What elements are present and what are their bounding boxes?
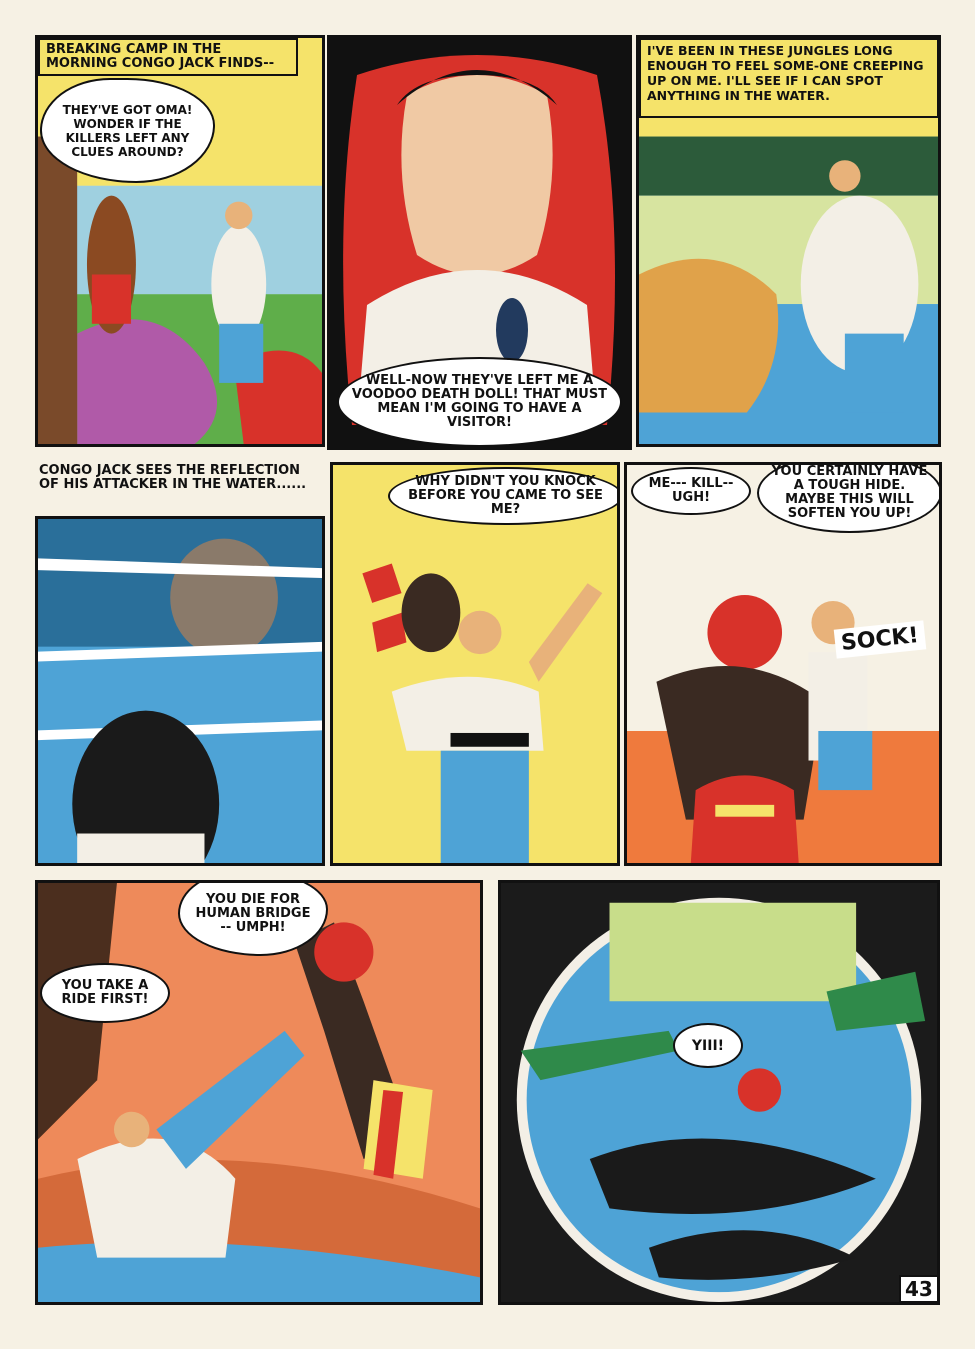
panel-7 bbox=[35, 880, 483, 1305]
panel-1 bbox=[35, 35, 325, 447]
thought-balloon: THEY'VE GOT OMA! WONDER IF THE KILLERS LEFT ANY CLUES AROUND? bbox=[40, 78, 215, 183]
caption-text: CONGO JACK SEES THE REFLECTION OF HIS ATTACKER IN THE WATER...... bbox=[39, 463, 307, 492]
speech-balloon-native: ME--- KILL-- UGH! bbox=[631, 467, 751, 515]
panel-4-frame bbox=[35, 516, 325, 866]
speech-balloon-jack: YOU TAKE A RIDE FIRST! bbox=[40, 963, 170, 1023]
panel-5 bbox=[330, 462, 620, 866]
panel-4-art bbox=[38, 519, 322, 863]
speech-balloon: WHY DIDN'T YOU KNOCK BEFORE YOU CAME TO SEE ME? bbox=[388, 467, 620, 525]
speech-balloon: WELL-NOW THEY'VE LEFT ME A VOODOO DEATH DOLL! THAT MUST MEAN I'M GOING TO HAVE A VISITOR! bbox=[337, 357, 622, 447]
caption-box: BREAKING CAMP IN THE MORNING CONGO JACK FINDS-- bbox=[38, 38, 298, 76]
panel-3 bbox=[636, 35, 941, 447]
panel-6 bbox=[624, 462, 942, 866]
panel-5-art bbox=[333, 465, 617, 863]
page-number: 43 bbox=[899, 1275, 939, 1303]
panel-8-art bbox=[501, 883, 937, 1302]
speech-balloon-native: YOU DIE FOR HUMAN BRIDGE -- UMPH! bbox=[178, 880, 328, 956]
sound-effect: SOCK! bbox=[834, 620, 926, 658]
speech-balloon-jack: YOU CERTAINLY HAVE A TOUGH HIDE. MAYBE THIS WILL SOFTEN YOU UP! bbox=[757, 462, 942, 533]
panel-4 bbox=[35, 458, 325, 866]
caption-box: I'VE BEEN IN THESE JUNGLES LONG ENOUGH TO FEEL SOME-ONE CREEPING UP ON ME. I'LL SEE IF I CAN SPOT ANYTHING IN THE WATER. bbox=[639, 38, 939, 118]
panel-2 bbox=[327, 35, 632, 450]
speech-balloon: YIII! bbox=[673, 1023, 743, 1068]
panel-8 bbox=[498, 880, 940, 1305]
